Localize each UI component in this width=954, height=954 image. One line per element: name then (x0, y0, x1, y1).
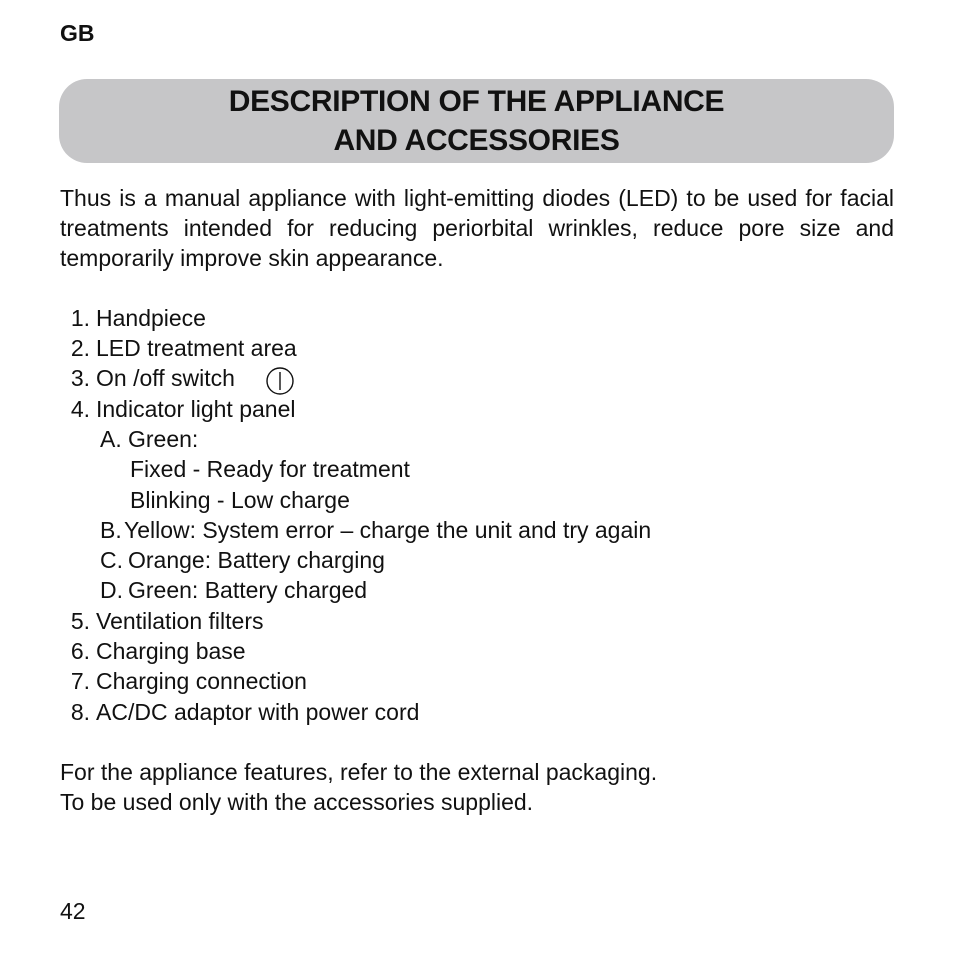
list-item-label: LED treatment area (96, 335, 297, 361)
list-item-label: Ventilation filters (96, 608, 264, 634)
list-item-label: Charging connection (96, 668, 307, 694)
list-item-label: Handpiece (96, 305, 206, 331)
intro-paragraph: Thus is a manual appliance with light-emitting diodes (LED) to be used for facial treatments intended for reducing periorbital wrinkles, reduce pore size and temporarily improve skin appearance. (60, 185, 894, 271)
list-item-label: Indicator light panel (96, 396, 296, 422)
indicator-label: Green: (128, 426, 199, 452)
indicator-letter: A. (100, 426, 122, 452)
list-item-label: Charging base (96, 638, 246, 664)
list-item-number: 5. (70, 608, 90, 634)
language-code: GB (60, 20, 95, 46)
list-item-number: 3. (70, 365, 90, 391)
indicator-letter: B. (100, 517, 122, 543)
section-title-banner (59, 79, 894, 163)
list-item-number: 1. (70, 305, 90, 331)
indicator-state-text: Fixed - Ready for treatment (130, 456, 410, 482)
page-number: 42 (60, 898, 86, 924)
indicator-letter: C. (100, 547, 123, 573)
indicator-state-text: Blinking - Low charge (130, 487, 350, 513)
list-item-number: 4. (70, 396, 90, 422)
list-item-number: 8. (70, 699, 90, 725)
section-title-line-1: DESCRIPTION OF THE APPLIANCE (228, 85, 725, 118)
list-item-number: 7. (70, 668, 90, 694)
footer-note-accessories: To be used only with the accessories supplied. (60, 789, 534, 815)
list-item-number: 6. (70, 638, 90, 664)
section-title-line-2: AND ACCESSORIES (333, 124, 620, 157)
list-item-label: On /off switch (96, 365, 235, 391)
power-switch-icon (265, 366, 293, 394)
indicator-label: Orange: Battery charging (128, 547, 385, 573)
indicator-letter: D. (100, 577, 123, 603)
list-item-label: AC/DC adaptor with power cord (96, 699, 420, 725)
indicator-label: Yellow: System error – charge the unit and try again (124, 517, 652, 543)
indicator-label: Green: Battery charged (128, 577, 368, 603)
list-item-number: 2. (70, 335, 90, 361)
footer-note-features: For the appliance features, refer to the external packaging. (60, 759, 658, 785)
